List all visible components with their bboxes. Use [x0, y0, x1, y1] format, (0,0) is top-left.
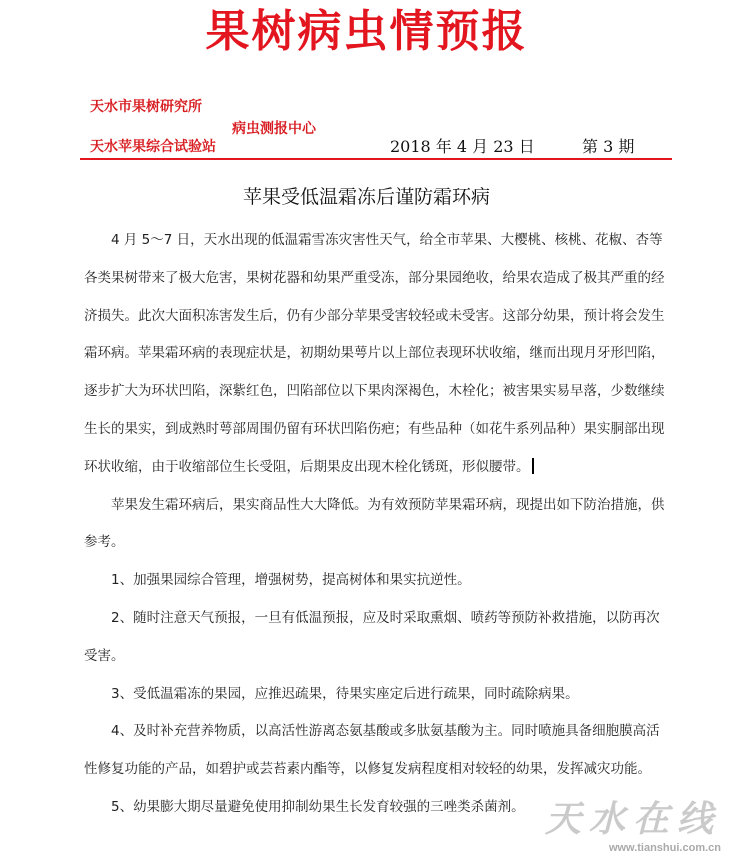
issue-number: 第 3 期: [582, 137, 635, 156]
header-divider: [80, 158, 672, 160]
masthead-title: 果树病虫情预报: [205, 6, 528, 57]
org-name-station: 天水苹果综合试验站: [90, 139, 216, 155]
article-title: 苹果受低温霜冻后谨防霜环病: [242, 186, 490, 208]
measure-5: 5、幼果膨大期尽量避免使用抑制幼果生长发育较强的三唑类杀菌剂。: [111, 798, 525, 815]
measure-4: 4、及时补充营养物质，以高活性游离态氨基酸或多肽氨基酸为主。同时喷施具备细胞膜高活性修复功能的产品，如碧护或芸苔素内酯等，以修复发病程度相对较轻的幼果，发挥减灾功能。: [84, 723, 660, 778]
watermark-url: www.tianshui.com.cn: [608, 842, 721, 854]
org-name-institute: 天水市果树研究所: [90, 99, 202, 115]
paragraph-intro: 4 月 5～7 日，天水出现的低温霜雪冻灾害性天气，给全市苹果、大樱桃、核桃、花椒、杏等各类果树带来了极大危害，果树花器和幼果严重受冻，部分果园绝收，给果农造成了极其严重的经济损失。此次大面积冻害发生后，仍有少部分苹果受害较轻或未受害。这部分幼果，预计将会发生霜环病。苹果霜环病的表现症状是，初期幼果萼片以上部位表现环状收缩，继而出现月牙形凹陷，逐步扩大为环状凹陷，深紫红色，凹陷部位以下果肉深褐色，木栓化；被害果实易早落，少数继续生长的果实，到成熟时萼部周围仍留有环状凹陷伤疤；有些品种（如花牛系列品种）果实胴部出现环状收缩，由于收缩部位生长受阻，后期果皮出现木栓化锈斑，形似腰带。: [84, 232, 665, 475]
text-cursor: [532, 458, 534, 474]
paragraph-measures-intro: 苹果发生霜环病后，果实商品性大大降低。为有效预防苹果霜环病，现提出如下防治措施，供参考。: [84, 496, 665, 551]
article-body[interactable]: [84, 222, 666, 827]
issue-date: 2018 年 4 月 23 日: [390, 137, 535, 156]
org-name-center: 病虫测报中心: [232, 121, 316, 137]
watermark: [545, 800, 721, 854]
measure-2: 2、随时注意天气预报，一旦有低温预报，应及时采取熏烟、喷药等预防补救措施，以防再次受害。: [84, 609, 660, 664]
measure-3: 3、受低温霜冻的果园，应推迟疏果，待果实座定后进行疏果，同时疏除病果。: [111, 685, 579, 702]
measure-1: 1、加强果园综合管理，增强树势，提高树体和果实抗逆性。: [111, 572, 471, 589]
watermark-logo: 天水在线: [544, 799, 721, 840]
